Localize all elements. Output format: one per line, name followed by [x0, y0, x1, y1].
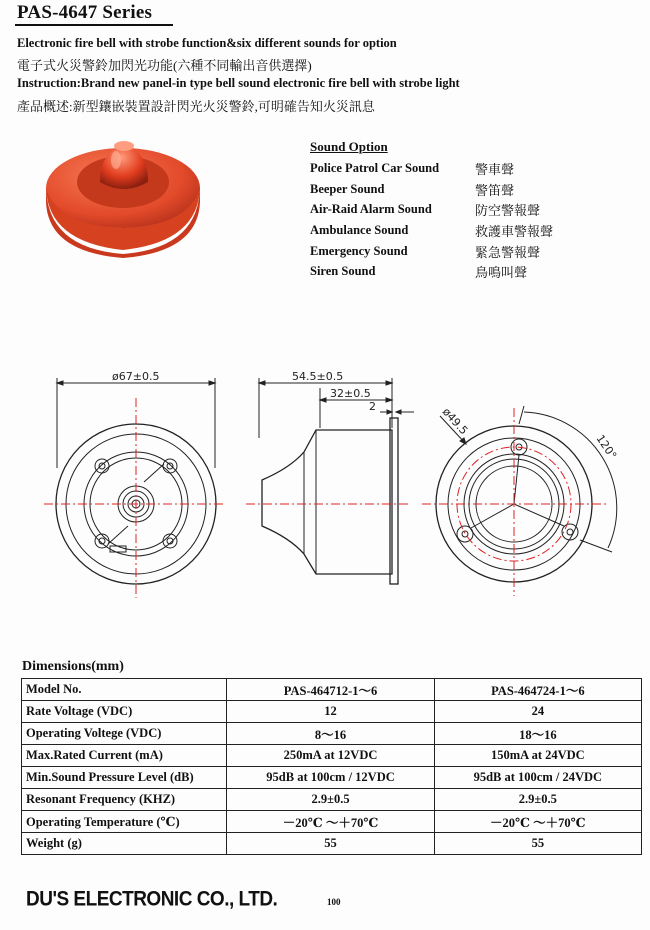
cell-model-24v: 24	[434, 701, 641, 723]
cell-model-24v: 2.9±0.5	[434, 789, 641, 811]
table-row	[22, 679, 642, 701]
sound-option-zh: 警車聲	[475, 161, 515, 177]
table-row	[22, 789, 642, 811]
sound-option-zh: 鳥鳴叫聲	[475, 265, 528, 281]
sound-option-en: Air-Raid Alarm Sound	[310, 202, 432, 217]
table-row	[22, 833, 642, 855]
title-underline	[15, 24, 173, 26]
sound-option-zh: 防空警報聲	[475, 203, 541, 219]
description-en: Electronic fire bell with strobe function&six different sounds for option	[17, 36, 397, 50]
sound-option-item	[310, 158, 610, 179]
dim-side-body: 32±0.5	[330, 387, 371, 400]
instruction-en: Instruction:Brand new panel-in type bell sound electronic fire bell with strobe light	[17, 76, 460, 90]
dim-front-diameter: ø67±0.5	[112, 370, 160, 383]
company-name: DU'S ELECTRONIC CO., LTD.	[26, 887, 278, 911]
side-view	[259, 378, 414, 584]
description-zh: 電子式火災警鈴加閃光功能(六種不同輸出音供選擇)	[17, 58, 312, 73]
dim-side-total: 54.5±0.5	[292, 370, 344, 383]
row-label: Min.Sound Pressure Level (dB)	[22, 767, 227, 789]
sound-option-en: Ambulance Sound	[310, 222, 409, 237]
table-row	[22, 811, 642, 833]
table-row	[22, 723, 642, 745]
cell-model-24v: 95dB at 100cm / 24VDC	[434, 767, 641, 789]
cell-model-12v: 12	[227, 701, 434, 723]
sound-option-item	[310, 261, 610, 282]
sound-option-en: Police Patrol Car Sound	[310, 160, 440, 175]
instruction-zh: 產品概述:新型鑲嵌裝置設計閃光火災警鈴,可明確告知火災訊息	[17, 99, 375, 114]
sound-option-item	[310, 220, 610, 241]
page-title: PAS-4647 Series	[17, 2, 153, 23]
cell-model-12v: 55	[227, 833, 434, 855]
cell-model-12v: －20℃ ～＋70℃	[227, 811, 434, 833]
sound-option-item	[310, 199, 610, 220]
row-label: Rate Voltage (VDC)	[22, 701, 227, 723]
dimensions-heading: Dimensions(mm)	[22, 659, 124, 674]
centerlines	[44, 398, 606, 598]
technical-drawing	[40, 368, 640, 598]
row-label: Max.Rated Current (mA)	[22, 745, 227, 767]
cell-model-24v: 55	[434, 833, 641, 855]
cell-model-12v: 95dB at 100cm / 12VDC	[227, 767, 434, 789]
table-row	[22, 701, 642, 723]
cell-model-24v: 18～16	[434, 723, 641, 745]
dim-back-diameter: ø49.5	[439, 405, 471, 438]
row-label: Operating Temperature (℃)	[22, 811, 227, 833]
cell-model-12v: 2.9±0.5	[227, 789, 434, 811]
sound-option-zh: 緊急警報聲	[475, 244, 541, 260]
cell-model-12v: 250mA at 12VDC	[227, 745, 434, 767]
sound-option-en: Siren Sound	[310, 264, 376, 279]
dim-back-angle: 120°	[593, 432, 620, 462]
dimensions-table	[21, 678, 642, 855]
sound-option-zh: 救護車警報聲	[475, 223, 554, 239]
sound-option-item	[310, 179, 610, 200]
product-photo	[38, 130, 208, 260]
table-row	[22, 745, 642, 767]
sound-option-heading: Sound Option	[310, 139, 388, 154]
dim-side-flange: 2	[369, 400, 376, 413]
cell-model-24v: 150mA at 24VDC	[434, 745, 641, 767]
sound-option-zh: 警笛聲	[475, 182, 515, 198]
cell-model-12v: 8～16	[227, 723, 434, 745]
cell-model-24v: －20℃ ～＋70℃	[434, 811, 641, 833]
row-label: Resonant Frequency (KHZ)	[22, 789, 227, 811]
sound-option-en: Emergency Sound	[310, 243, 408, 258]
cell-model-12v: PAS-464712-1～6	[227, 679, 434, 701]
row-label: Model No.	[22, 679, 227, 701]
row-label: Weight (g)	[22, 833, 227, 855]
row-label: Operating Voltege (VDC)	[22, 723, 227, 745]
page-number: 100	[327, 897, 341, 907]
table-row	[22, 767, 642, 789]
cell-model-24v: PAS-464724-1～6	[434, 679, 641, 701]
sound-option-list	[310, 158, 610, 282]
sound-option-item	[310, 241, 610, 262]
sound-option-en: Beeper Sound	[310, 181, 385, 196]
